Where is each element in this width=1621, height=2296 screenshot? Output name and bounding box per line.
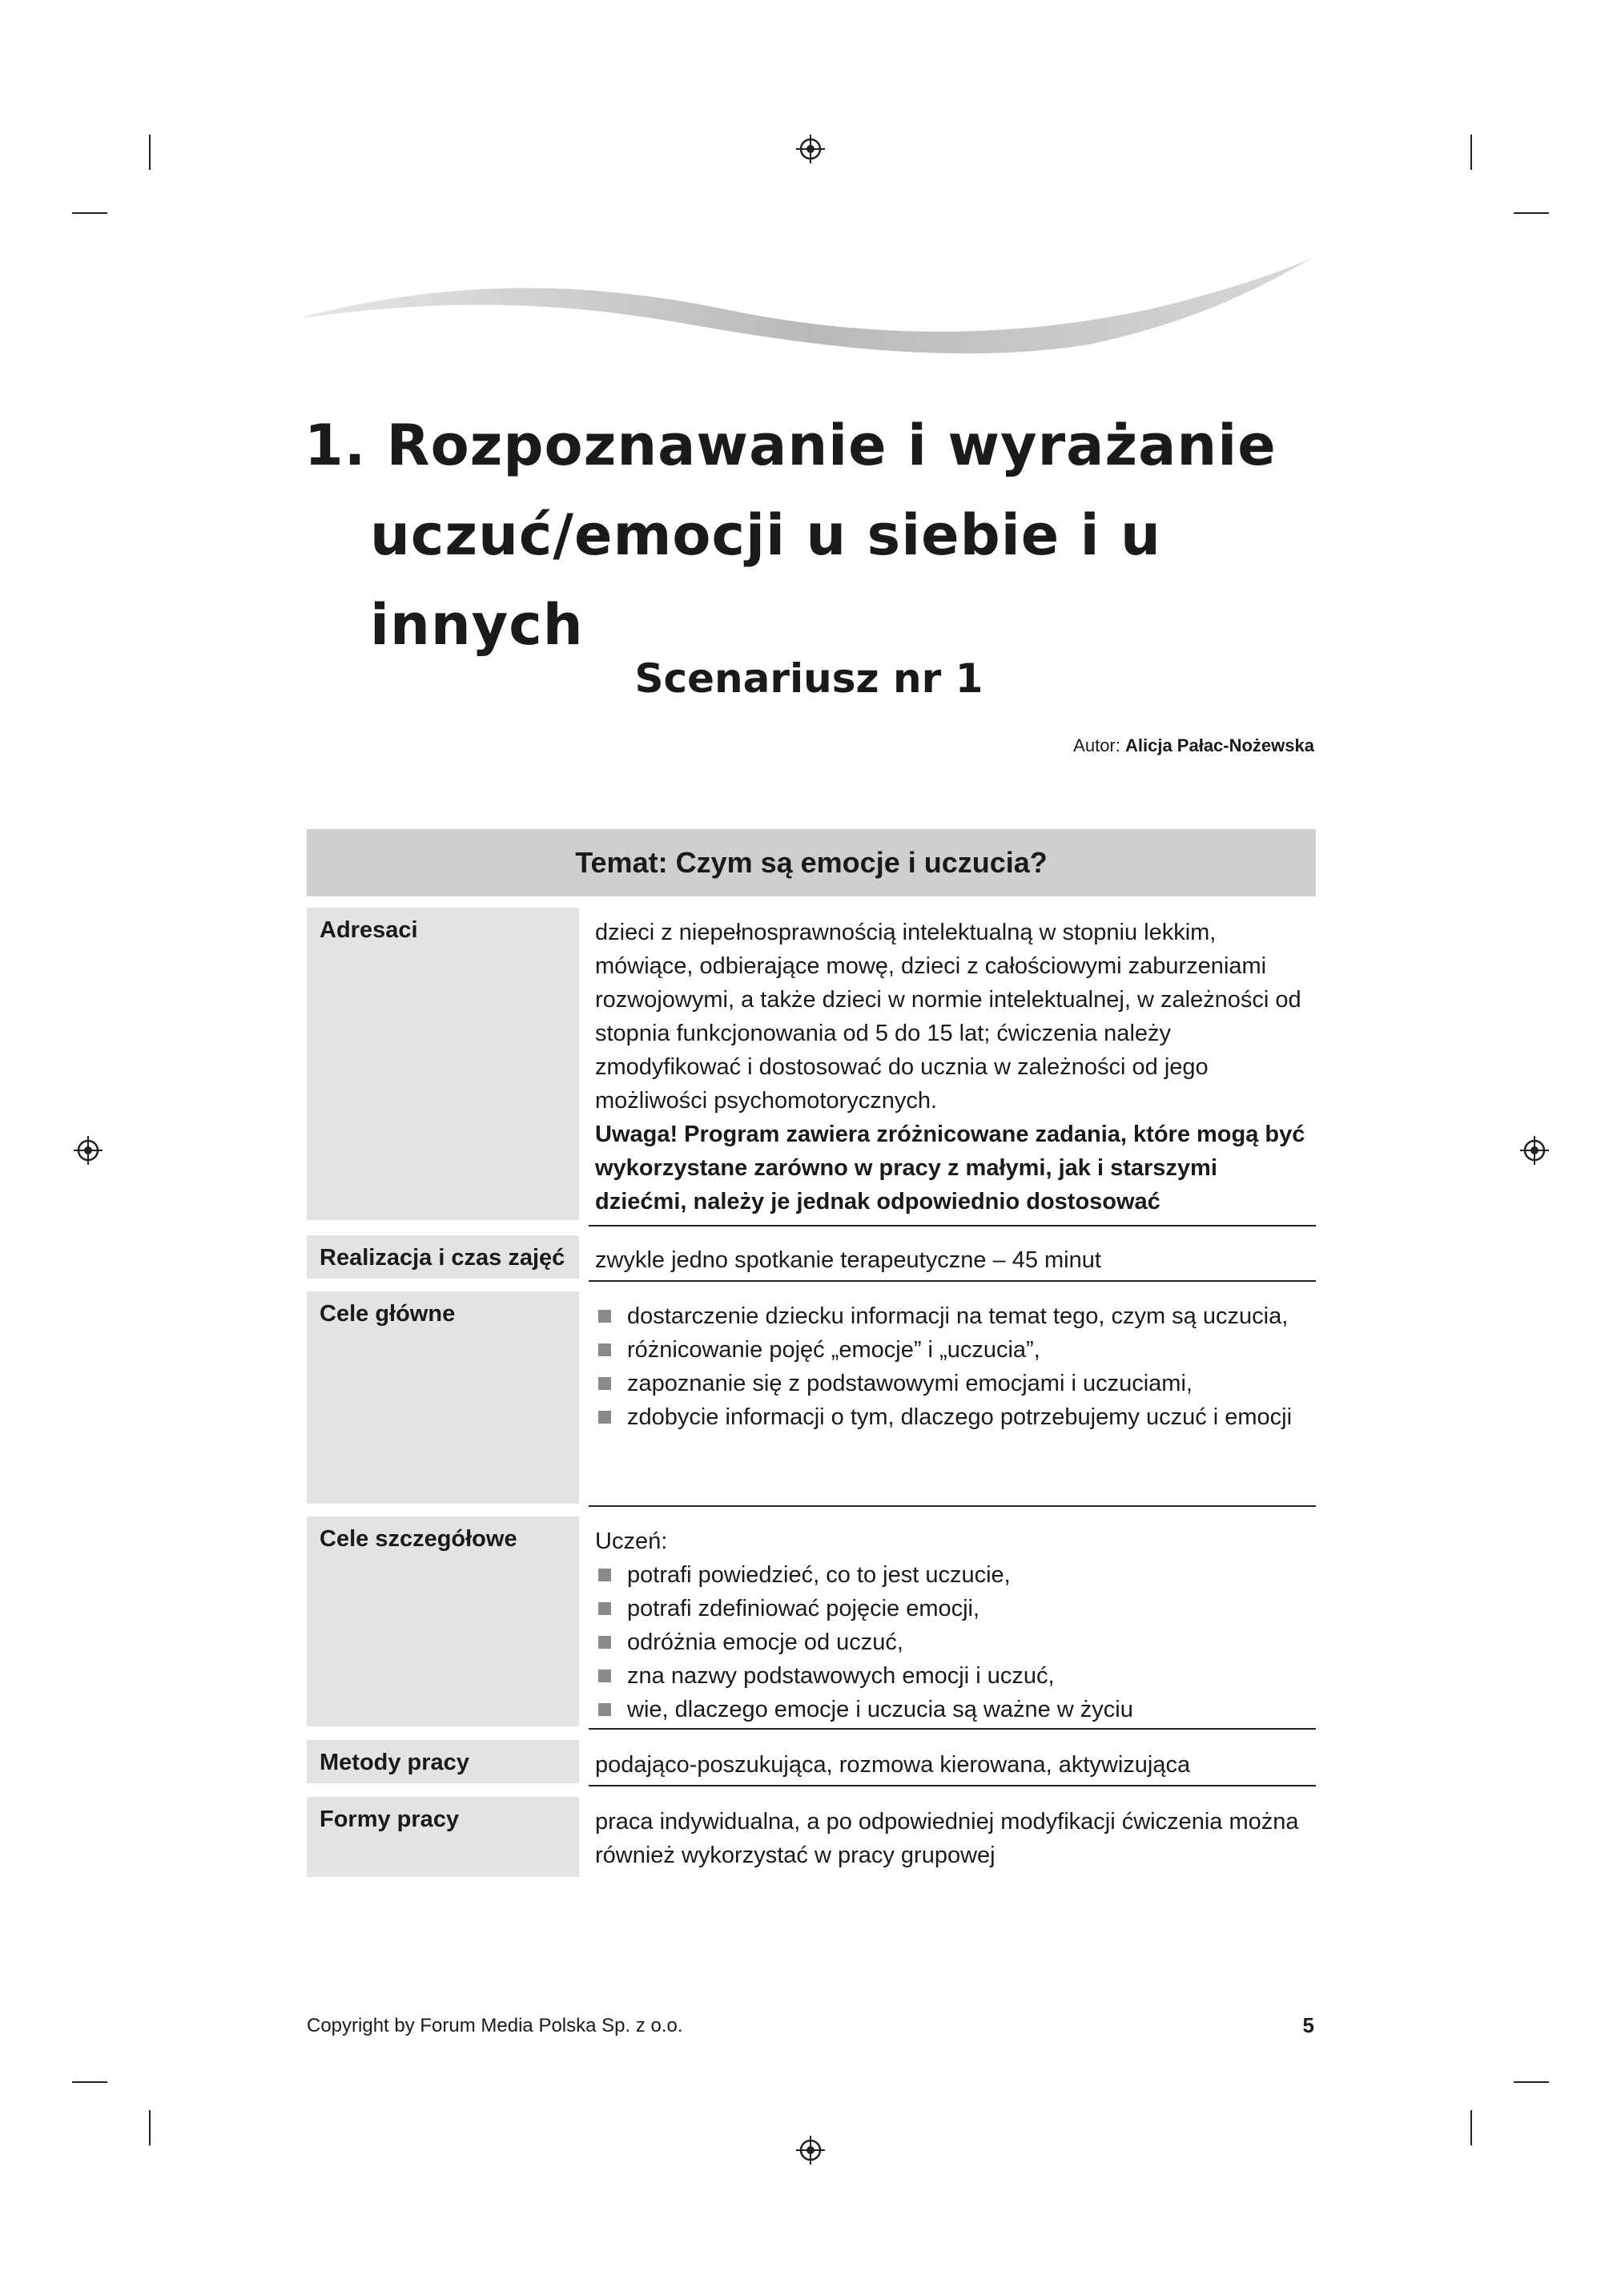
chapter-title <box>304 401 1345 670</box>
row-content <box>589 908 1316 1227</box>
crop-mark <box>1514 2081 1549 2083</box>
table-row <box>307 1740 1316 1786</box>
list-item: zdobycie informacji o tym, dlaczego potrzebujemy uczuć i emocji <box>595 1400 1311 1434</box>
footer-copyright: Copyright by Forum Media Polska Sp. z o.o. <box>307 2015 683 2036</box>
table-row <box>307 1291 1316 1507</box>
addressees-text: dzieci z niepełnosprawnością intelektualną w stopniu lekkim, mówiące, odbierające mowę, dzieci z całościowymi zaburzeniami rozwojowymi, a także dzieci w normie intelektualnej, w zależności od stopnia funkcjonowania od 5 do 15 lat; ćwiczenia należy zmodyfikować i dostosować do ucznia w zależności od jego możliwości psychomotorycznych. <box>595 920 1301 1114</box>
row-content: zwykle jedno spotkanie terapeutyczne – 45 minut <box>589 1235 1316 1282</box>
goals-intro: Uczeń: <box>595 1529 668 1554</box>
topic-header: Temat: Czym są emocje i uczucia? <box>307 829 1316 896</box>
crop-mark <box>1470 135 1472 170</box>
crop-mark <box>72 212 107 214</box>
registration-mark-icon <box>74 1136 103 1165</box>
row-content: podająco-poszukująca, rozmowa kierowana, aktywizująca <box>589 1740 1316 1786</box>
list-item: dostarczenie dziecku informacji na temat tego, czym są uczucia, <box>595 1299 1311 1333</box>
list-item: różnicowanie pojęć „emocje” i „uczucia”, <box>595 1333 1311 1367</box>
main-goals-list <box>595 1299 1311 1434</box>
warning-text: Uwaga! Program zawiera zróżnicowane zadania, które mogą być wykorzystane zarówno w pracy z małymi, jak i starszymi dziećmi, należy je jednak odpowiednio dostosować <box>595 1122 1305 1214</box>
list-item: odróżnia emocje od uczuć, <box>595 1625 1311 1659</box>
chapter-title-line-1: 1. Rozpoznawanie i wyrażanie <box>304 413 1277 478</box>
list-item: zapoznanie się z podstawowymi emocjami i uczuciami, <box>595 1367 1311 1400</box>
table-row <box>307 908 1316 1227</box>
crop-mark <box>1514 212 1549 214</box>
row-label: Metody pracy <box>307 1740 579 1783</box>
chapter-title-line-2: uczuć/emocji u siebie i u innych <box>370 502 1161 658</box>
list-item: zna nazwy podstawowych emocji i uczuć, <box>595 1659 1311 1693</box>
table-row <box>307 1797 1316 1877</box>
registration-mark-icon <box>1520 1136 1549 1165</box>
crop-mark <box>72 2081 107 2083</box>
row-content <box>589 1517 1316 1730</box>
registration-mark-icon <box>796 2136 825 2165</box>
crop-mark <box>149 2110 151 2145</box>
row-label: Formy pracy <box>307 1797 579 1877</box>
row-content: praca indywidualna, a po odpowiedniej modyfikacji ćwiczenia można również wykorzystać w pracy grupowej <box>595 1809 1299 1868</box>
row-label: Realizacja i czas zajęć <box>307 1235 579 1279</box>
author-line <box>1073 735 1314 756</box>
detailed-goals-list <box>595 1558 1311 1726</box>
row-label: Adresaci <box>307 908 579 1220</box>
author-name: Alicja Pałac-Nożewska <box>1124 735 1314 755</box>
row-label: Cele szczegółowe <box>307 1517 579 1726</box>
decorative-swoosh <box>304 252 1321 365</box>
page-number: 5 <box>1302 2013 1314 2037</box>
table-row <box>307 1235 1316 1282</box>
row-content <box>589 1291 1316 1507</box>
list-item: potrafi powiedzieć, co to jest uczucie, <box>595 1558 1311 1592</box>
crop-mark <box>1470 2110 1472 2145</box>
list-item: wie, dlaczego emocje i uczucia są ważne w życiu <box>595 1693 1311 1726</box>
registration-mark-icon <box>796 135 825 163</box>
crop-mark <box>149 135 151 170</box>
scenario-heading: Scenariusz nr 1 <box>634 655 983 702</box>
author-prefix: Autor: <box>1073 735 1125 755</box>
list-item: potrafi zdefiniować pojęcie emocji, <box>595 1592 1311 1625</box>
row-label: Cele główne <box>307 1291 579 1504</box>
table-row <box>307 1517 1316 1730</box>
